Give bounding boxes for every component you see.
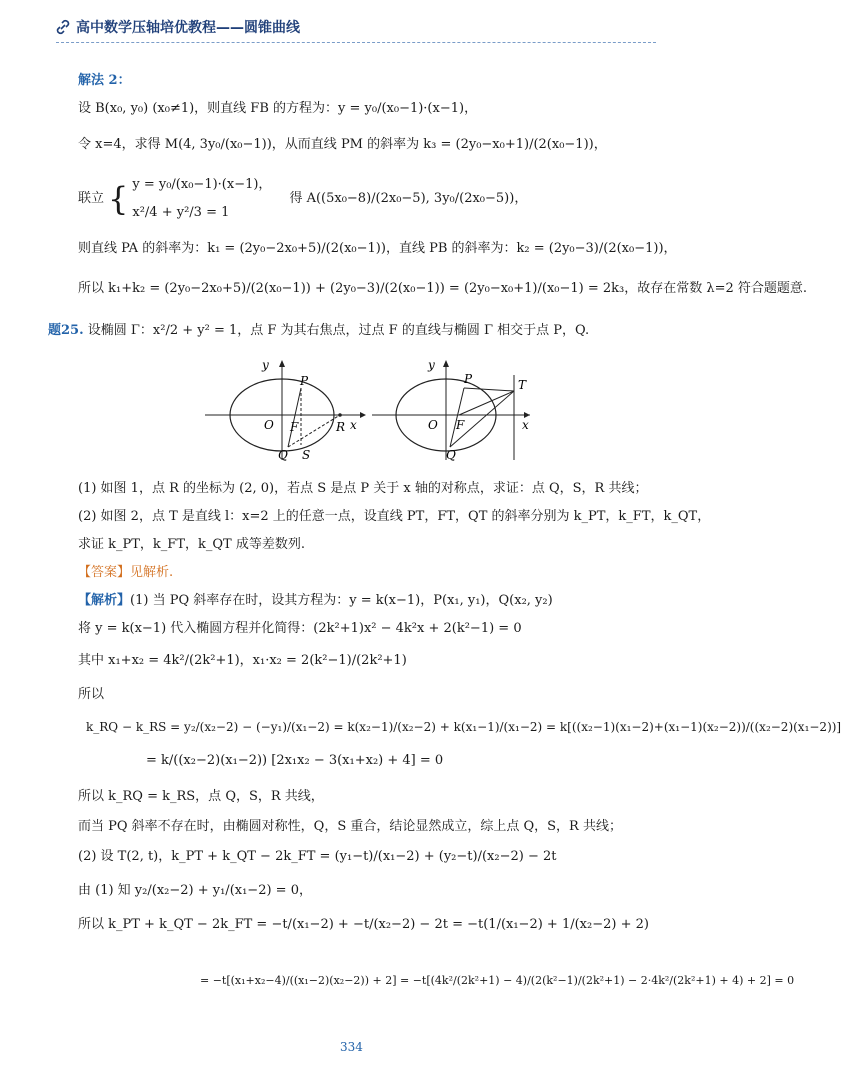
fig1-label-Q: Q	[278, 448, 288, 462]
fig2-label-P: P	[464, 372, 473, 386]
fig2-label-O: O	[428, 418, 438, 432]
analysis-row-1	[78, 592, 553, 610]
q25-number: 题25.	[48, 323, 84, 338]
fig2-label-x: x	[522, 418, 529, 432]
answer-label: 【答案】	[78, 565, 131, 580]
sol2-line1: 设 B(x₀, y₀) (x₀≠1)，则直线 FB 的方程为：y = y₀/(x₀−1)·(x−1)，	[78, 101, 478, 116]
q25-part1: (1) 如图 1，点 R 的坐标为 (2, 0)，若点 S 是点 P 关于 x 轴的对称点，求证：点 Q，S，R 共线；	[78, 481, 648, 496]
fig2-label-T: T	[518, 378, 527, 392]
answer-text: 见解析.	[130, 565, 174, 580]
analysis-line1: (1) 当 PQ 斜率存在时，设其方程为：y = k(x−1)，P(x₁, y₁)，Q(x₂, y₂)	[130, 593, 553, 608]
answer-row	[78, 564, 173, 582]
fig2-label-Q: Q	[446, 448, 456, 462]
analysis-line12: = −t[(x₁+x₂−4)/((x₁−2)(x₂−2)) + 2] = −t[(4k²/(2k²+1) − 4)/(2(k²−1)/(2k²+1) − 2·4k²/(2k²+1) + 4) + 2] = 0	[200, 974, 795, 987]
figure-1-svg	[200, 355, 370, 465]
q25-part2: (2) 如图 2，点 T 是直线 l：x=2 上的任意一点，设直线 PT，FT，QT 的斜率分别为 k_PT，k_FT，k_QT，	[78, 509, 711, 524]
fig1-label-F: F	[290, 420, 299, 434]
brace-icon: {	[108, 180, 129, 218]
analysis-line5: k_RQ − k_RS = y₂/(x₂−2) − (−y₁)/(x₁−2) = k(x₂−1)/(x₂−2) + k(x₁−1)/(x₁−2) = k[((x₂−1)(x₁−2)+(x₁−1)(x₂−2))/((x₂−2)(x₁−2))]	[86, 720, 841, 734]
sol2-eq1: y = y₀/(x₀−1)·(x−1)，	[132, 177, 272, 192]
figure-2-svg	[372, 355, 542, 465]
fig1-label-O: O	[264, 418, 274, 432]
analysis-label: 【解析】	[78, 593, 131, 608]
sol2-pointA: 得 A((5x₀−8)/(2x₀−5), 3y₀/(2x₀−5))，	[289, 191, 528, 206]
fig1-label-S: S	[302, 448, 311, 462]
fig2-label-y: y	[428, 358, 435, 372]
q25-stem: 设椭圆 Γ：x²/2 + y² = 1，点 F 为其右焦点，过点 F 的直线与椭圆 Γ 相交于点 P，Q.	[87, 323, 590, 338]
q25-part2-cont: 求证 k_PT，k_FT，k_QT 成等差数列.	[78, 537, 305, 552]
sol2-line4: 则直线 PA 的斜率为：k₁ = (2y₀−2x₀+5)/(2(x₀−1))，直线 PB 的斜率为：k₂ = (2y₀−3)/(2(x₀−1))，	[78, 241, 677, 256]
link-icon	[56, 20, 70, 34]
q25-stem-row	[48, 322, 589, 340]
sol2-title: 解法 2：	[78, 73, 131, 88]
sol2-eq2: x²/4 + y²/3 = 1	[132, 205, 230, 220]
header-title: 高中数学压轴培优教程——圆锥曲线	[76, 20, 300, 36]
fig2-label-F: F	[456, 418, 465, 432]
fig1-label-y: y	[262, 358, 269, 372]
page-header	[56, 12, 656, 43]
sol2-line2: 令 x=4，求得 M(4, 3y₀/(x₀−1))，从而直线 PM 的斜率为 k₃ = (2y₀−x₀+1)/(2(x₀−1))，	[78, 137, 607, 152]
figure-2	[372, 355, 542, 469]
analysis-line3: 其中 x₁+x₂ = 4k²/(2k²+1)，x₁·x₂ = 2(k²−1)/(2k²+1)	[78, 653, 407, 668]
analysis-line9: (2) 设 T(2, t)，k_PT + k_QT − 2k_FT = (y₁−t)/(x₁−2) + (y₂−t)/(x₂−2) − 2t	[78, 849, 557, 864]
fig1-label-P: P	[300, 374, 309, 388]
analysis-line6: = k/((x₂−2)(x₁−2)) [2x₁x₂ − 3(x₁+x₂) + 4] = 0	[146, 753, 444, 768]
sol2-system	[78, 176, 527, 222]
sol2-line5: 所以 k₁+k₂ = (2y₀−2x₀+5)/(2(x₀−1)) + (2y₀−3)/(2(x₀−1)) = (2y₀−x₀+1)/(x₀−1) = 2k₃，故存在常数 λ=2 符合题题意.	[78, 281, 808, 296]
analysis-line7: 所以 k_RQ = k_RS，点 Q，S，R 共线，	[78, 789, 324, 804]
analysis-line2: 将 y = k(x−1) 代入椭圆方程并化简得：(2k²+1)x² − 4k²x + 2(k²−1) = 0	[78, 621, 522, 636]
analysis-line10: 由 (1) 知 y₂/(x₂−2) + y₁/(x₁−2) = 0，	[78, 883, 312, 898]
fig1-label-x: x	[350, 418, 357, 432]
figure-1	[200, 355, 370, 469]
sol2-join: 联立	[78, 191, 105, 206]
analysis-line11: 所以 k_PT + k_QT − 2k_FT = −t/(x₁−2) + −t/(x₂−2) − 2t = −t(1/(x₁−2) + 1/(x₂−2) + 2)	[78, 917, 649, 932]
analysis-line4: 所以	[78, 687, 105, 702]
page-number: 334	[340, 1040, 363, 1054]
fig1-label-R: R	[336, 420, 346, 434]
analysis-line8: 而当 PQ 斜率不存在时，由椭圆对称性，Q，S 重合，结论显然成立，综上点 Q，S，R 共线；	[78, 819, 622, 834]
